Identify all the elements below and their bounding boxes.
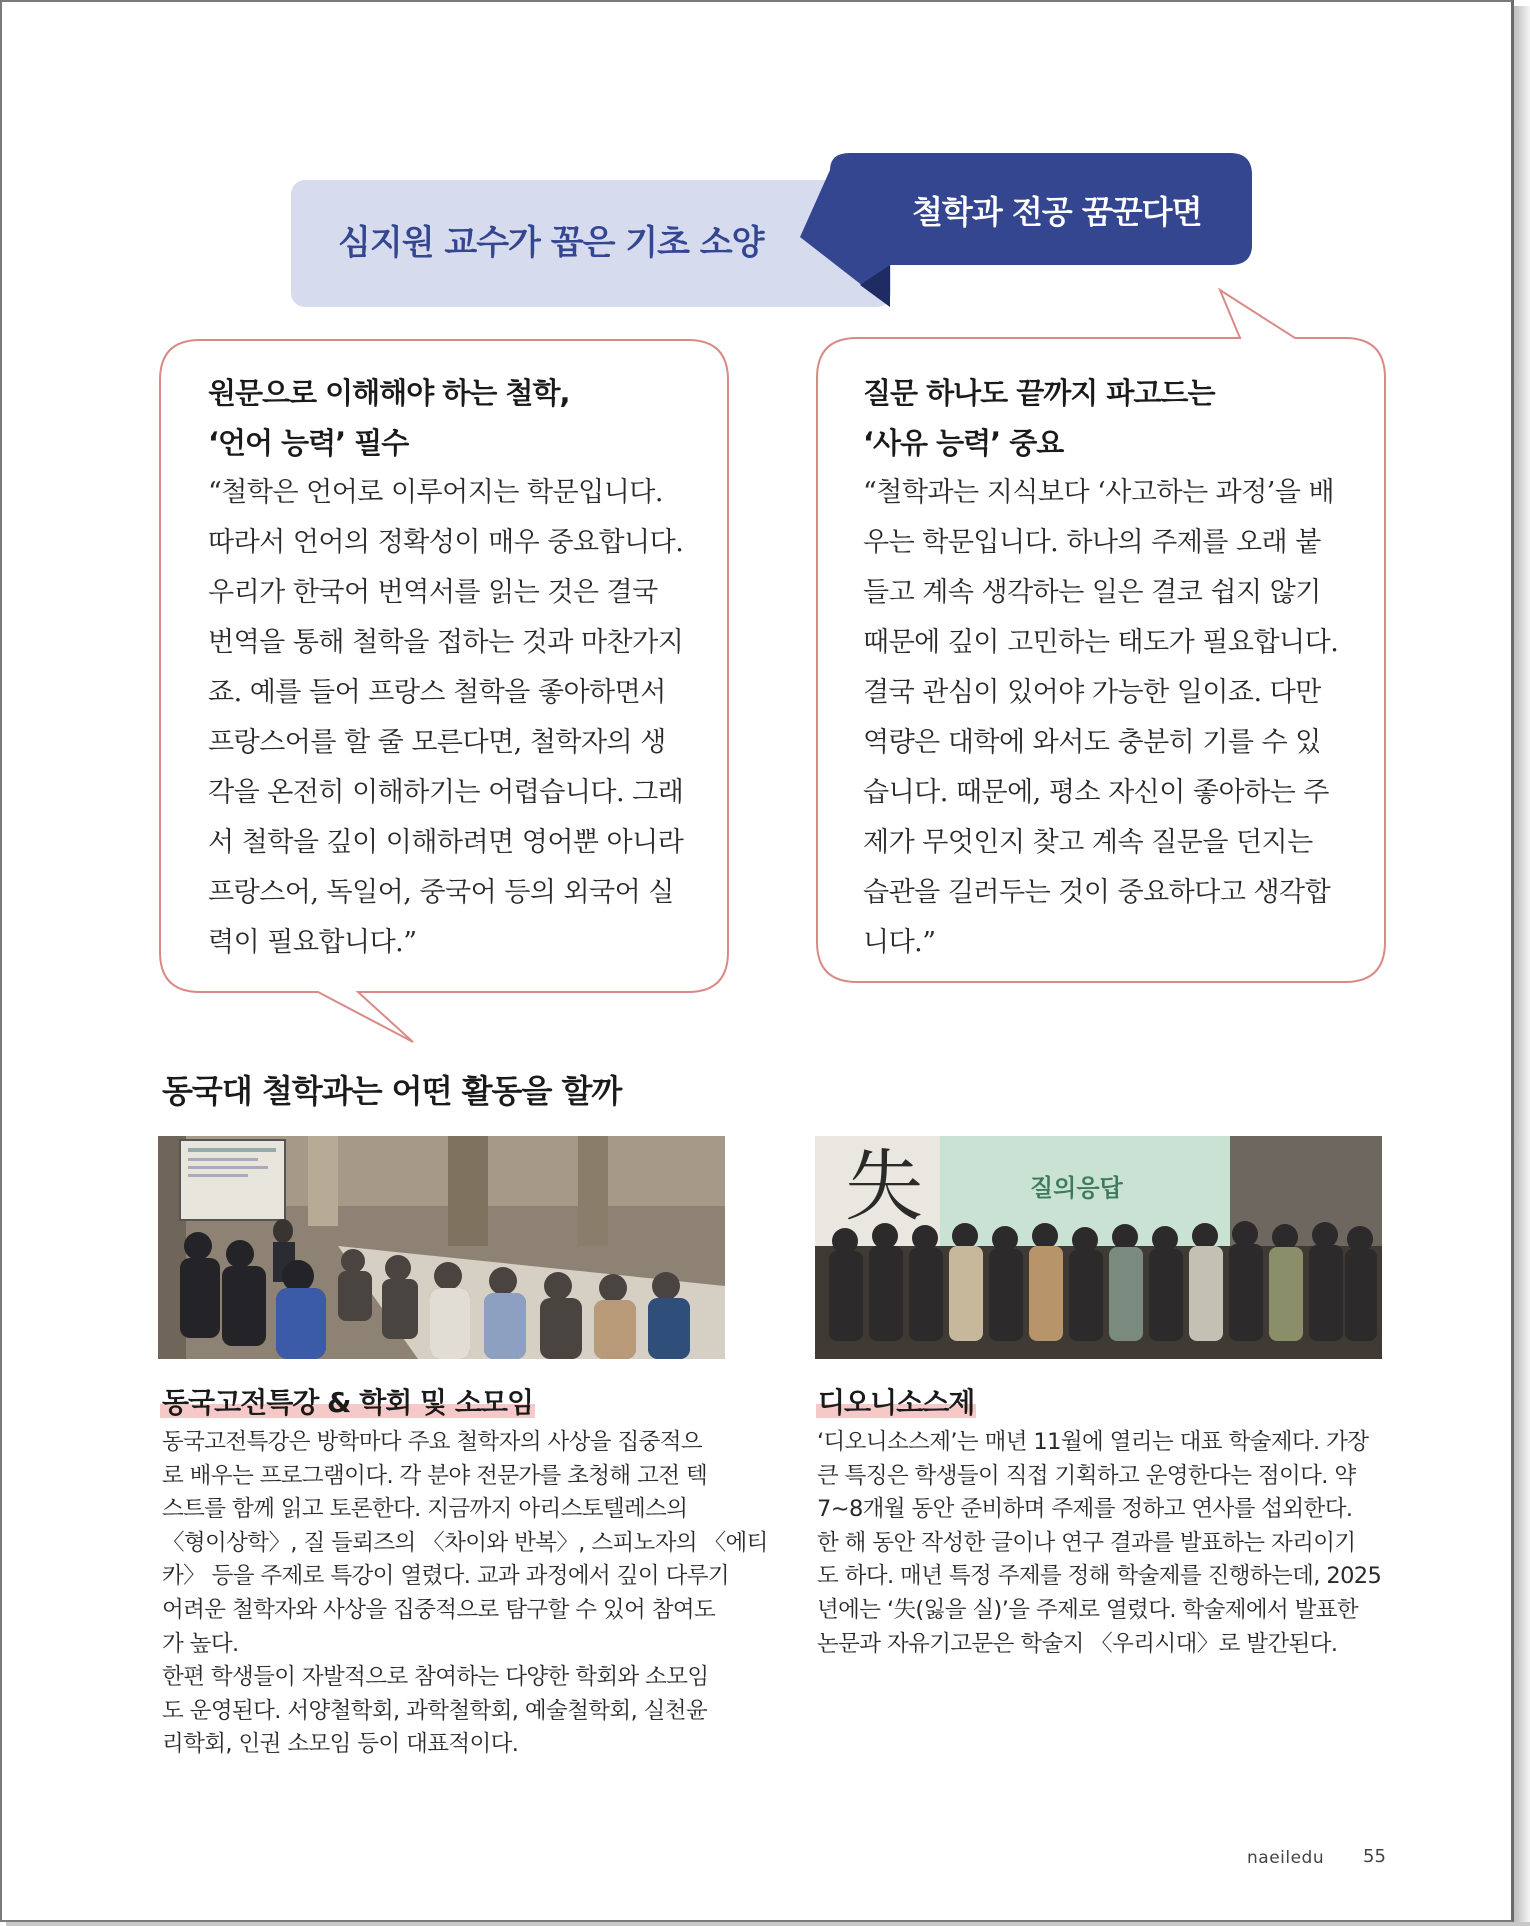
quote-line: “철학은 언어로 이루어지는 학문입니다. bbox=[208, 477, 663, 508]
festival-description bbox=[817, 1426, 1387, 1661]
quote-line: 각을 온전히 이해하기는 어렵습니다. 그래 bbox=[208, 777, 684, 808]
publication-name: naeiledu bbox=[1247, 1848, 1325, 1868]
text-line: 〈형이상학〉, 질 들뢰즈의 〈차이와 반복〉, 스피노자의 〈에티 bbox=[162, 1529, 768, 1556]
quote-line: 습관을 길러두는 것이 중요하다고 생각합 bbox=[863, 877, 1331, 908]
right-bubble-quote bbox=[863, 468, 1363, 968]
left-bubble-heading bbox=[208, 368, 708, 468]
banner-character: 失 bbox=[845, 1142, 924, 1232]
page-bottom-shadow bbox=[6, 1922, 1530, 1926]
text-line: 큰 특징은 학생들이 직접 기획하고 운영한다는 점이다. 약 bbox=[817, 1462, 1356, 1489]
section-title: 동국대 철학과는 어떤 활동을 할까 bbox=[162, 1072, 622, 1110]
quote-line: 프랑스어, 독일어, 중국어 등의 외국어 실 bbox=[208, 877, 674, 908]
right-bubble-heading bbox=[863, 368, 1363, 468]
text-line: 한편 학생들이 자발적으로 참여하는 다양한 학회와 소모임 bbox=[162, 1664, 709, 1691]
text-line: 년에는 ‘失(잃을 실)’을 주제로 열렸다. 학술제에서 발표한 bbox=[817, 1596, 1359, 1623]
quote-line: 제가 무엇인지 찾고 계속 질문을 던지는 bbox=[863, 827, 1313, 858]
quote-line: 프랑스어를 할 줄 모른다면, 철학자의 생 bbox=[208, 727, 666, 758]
text-line: 로 배우는 프로그램이다. 각 분야 전문가를 초청해 고전 텍 bbox=[162, 1462, 708, 1489]
page-edge-shadow bbox=[1514, 6, 1530, 1926]
paragraph bbox=[817, 1426, 1387, 1661]
quote-line: 니다.” bbox=[863, 927, 936, 958]
text-line: ‘디오니소스제’는 매년 11월에 열리는 대표 학술제다. 가장 bbox=[817, 1429, 1369, 1455]
heading-line: ‘사유 능력’ 중요 bbox=[863, 426, 1064, 460]
left-banner-title: 심지원 교수가 꼽은 기초 소양 bbox=[338, 223, 764, 263]
quote-line: 력이 필요합니다.” bbox=[208, 927, 417, 958]
heading-line: 질문 하나도 끝까지 파고드는 bbox=[863, 376, 1215, 410]
left-bubble-quote bbox=[208, 468, 708, 968]
quote-line: 결국 관심이 있어야 가능한 일이죠. 다만 bbox=[863, 677, 1321, 708]
quote-line: 역량은 대학에 와서도 충분히 기를 수 있 bbox=[863, 727, 1321, 758]
text-line: 논문과 자유기고문은 학술지 〈우리시대〉로 발간된다. bbox=[817, 1630, 1338, 1657]
quote-line: 죠. 예를 들어 프랑스 철학을 좋아하면서 bbox=[208, 677, 666, 708]
text-line: 동국고전특강은 방학마다 주요 철학자의 사상을 집중적으 bbox=[162, 1429, 703, 1455]
festival-group-photo bbox=[815, 1136, 1382, 1359]
right-banner-title: 철학과 전공 꿈꾼다면 bbox=[912, 193, 1202, 231]
festival-heading: 디오니소스제 bbox=[816, 1381, 976, 1421]
text-line: 리학회, 인권 소모임 등이 대표적이다. bbox=[162, 1731, 519, 1758]
quote-line: 때문에 깊이 고민하는 태도가 필요합니다. bbox=[863, 627, 1339, 658]
quote-line: 들고 계속 생각하는 일은 결코 쉽지 않기 bbox=[863, 577, 1321, 608]
text-line: 어려운 철학자와 사상을 집중적으로 탐구할 수 있어 참여도 bbox=[162, 1596, 716, 1623]
heading-line: ‘언어 능력’ 필수 bbox=[208, 426, 409, 460]
quote-line: 번역을 통해 철학을 접하는 것과 마찬가지 bbox=[208, 627, 684, 658]
paragraph bbox=[162, 1426, 768, 1661]
quote-line: “철학과는 지식보다 ‘사고하는 과정’을 배 bbox=[863, 477, 1335, 508]
heading-line: 원문으로 이해해야 하는 철학, bbox=[208, 376, 570, 410]
text-line: 한 해 동안 작성한 글이나 연구 결과를 발표하는 자리이기 bbox=[817, 1529, 1356, 1556]
lecture-heading: 동국고전특강 & 학회 및 소모임 bbox=[160, 1381, 535, 1421]
quote-line: 따라서 언어의 정확성이 매우 중요합니다. bbox=[208, 527, 684, 558]
paragraph bbox=[162, 1661, 732, 1762]
right-bubble-content bbox=[863, 368, 1363, 968]
quote-line: 습니다. 때문에, 평소 자신이 좋아하는 주 bbox=[863, 777, 1329, 808]
lecture-description bbox=[162, 1426, 768, 1762]
quote-line: 서 철학을 깊이 이해하려면 영어뿐 아니라 bbox=[208, 827, 684, 858]
text-line: 스트를 함께 읽고 토론한다. 지금까지 아리스토텔레스의 bbox=[162, 1496, 688, 1523]
text-line: 도 운영된다. 서양철학회, 과학철학회, 예술철학회, 실천윤 bbox=[162, 1697, 708, 1724]
quote-line: 우리가 한국어 번역서를 읽는 것은 결국 bbox=[208, 577, 658, 608]
left-bubble-content bbox=[208, 368, 708, 968]
text-line: 7∼8개월 동안 준비하며 주제를 정하고 연사를 섭외한다. bbox=[817, 1496, 1353, 1523]
text-line: 도 하다. 매년 특정 주제를 정해 학술제를 진행하는데, 2025 bbox=[817, 1563, 1382, 1590]
text-line: 카〉 등을 주제로 특강이 열렸다. 교과 과정에서 깊이 다루기 bbox=[162, 1563, 729, 1590]
page-number: 55 bbox=[1363, 1846, 1386, 1867]
text-line: 가 높다. bbox=[162, 1630, 239, 1657]
screen-text: 질의응답 bbox=[1030, 1174, 1123, 1202]
quote-line: 우는 학문입니다. 하나의 주제를 오래 붙 bbox=[863, 527, 1321, 558]
lecture-photo bbox=[158, 1136, 725, 1359]
